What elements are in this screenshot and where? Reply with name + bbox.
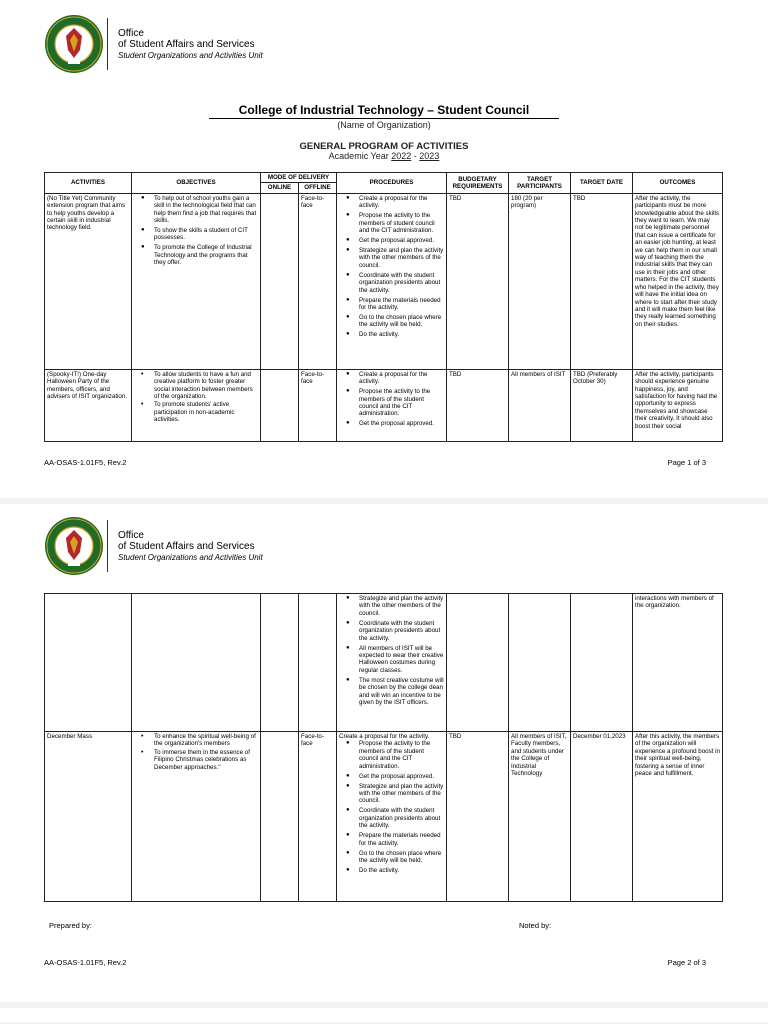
procedure-item: ● Strategize and plan the activity with the other members of the council. (359, 247, 444, 269)
target-date-cell: TBD (571, 193, 633, 369)
online-cell (261, 193, 299, 369)
outcomes-cell: After the activity, the participants must be more knowledgeable about the skills they want to learn. We may not be legitimate personnel that can issue a certificate for an easier job hunting, at least we can help them in our small way of teaching them the industrial skills that they can use in their jobs and other matters. For the CIT students who helped in the activity, they will have the initial idea on where to start after their study and it will make them feel like they really learned something on their studies. (633, 193, 723, 369)
procedure-item: ● Get the proposal approved. (359, 773, 444, 780)
form-code: AA-OSAS-1.01F5, Rev.2 (44, 958, 127, 967)
header-procedures: PROCEDURES (337, 173, 447, 194)
participants-cell: All members of ISIT, Faculty members, and students under the College of Industrial Technology (509, 732, 571, 902)
program-title: GENERAL PROGRAM OF ACTIVITIES (299, 141, 469, 152)
procedure-item: ● Get the proposal approved. (359, 237, 444, 244)
outcomes-cell: After the activity, participants should experience genuine happiness, joy, and satisfaction for having had the opportunity to express themselves and showcase their creativity. It should also boost their social (633, 369, 723, 441)
header-activities: ACTIVITIES (45, 173, 132, 194)
organization-underline (209, 118, 559, 119)
header-offline: OFFLINE (299, 183, 337, 193)
participants-cell: 180 (20 per program) (509, 193, 571, 369)
procedure-item: ● Strategize and plan the activity with the other members of the council. (359, 783, 444, 805)
objectives-cell (132, 594, 261, 732)
target-date-cell: TBD (Preferably October 30) (571, 369, 633, 441)
objective-item: ● To show the skills a student of CIT possesses. (154, 227, 258, 242)
activities-table (44, 172, 723, 442)
offline-cell: Face-to-face (299, 193, 337, 369)
header-mode-of-delivery: MODE OF DELIVERY (261, 173, 337, 183)
procedure-item: ● Go to the chosen place where the activity will be held. (359, 314, 444, 329)
header-participants: TARGET PARTICIPANTS (509, 173, 571, 194)
procedure-item: ● Propose the activity to the members of the student council and the CIT administration. (359, 388, 444, 418)
outcomes-cell: interactions with members of the organization. (633, 594, 723, 732)
procedure-item: ● Prepare the materials needed for the activity. (359, 832, 444, 847)
offline-cell: Face-to-face (299, 369, 337, 441)
academic-year (0, 151, 768, 161)
table-row (45, 369, 723, 441)
procedures-cell (337, 193, 447, 369)
budget-cell: TBD (447, 193, 509, 369)
procedure-item: ● Coordinate with the student organization presidents about the activity. (359, 620, 444, 642)
objective-item: ● To help out of school youths gain a skill in the technological field that can help them find a job that requires that skills. (154, 195, 258, 225)
prepared-by-label: Prepared by: (49, 921, 92, 930)
objective-item: • To promote students' active participation in non-academic activities. (154, 401, 258, 423)
online-cell (261, 732, 299, 902)
procedure-item: ● Propose the activity to the members of student council and the CIT administration. (359, 212, 444, 234)
ay-separator: - (413, 151, 417, 161)
office-block (118, 530, 263, 563)
objective-item: ● To promote the College of Industrial Technology and the programs that they offer. (154, 244, 258, 266)
university-seal-logo (44, 14, 104, 74)
target-date-cell (571, 594, 633, 732)
budget-cell (447, 594, 509, 732)
outcomes-cell: After this activity, the members of the organization will experience a profound boost in their spiritual well-being, fostering a sense of inner peace and fulfillment. (633, 732, 723, 902)
header-divider (107, 18, 108, 70)
procedure-item: ● Strategize and plan the activity with the other members of the council. (359, 595, 444, 617)
objectives-cell (132, 193, 261, 369)
target-date-cell: December 01,2023 (571, 732, 633, 902)
document-page-1 (0, 0, 768, 498)
offline-cell: Face-to-face (299, 732, 337, 902)
objective-item: • To enhance the spiritual well-being of the organization's members (154, 733, 258, 748)
budget-cell: TBD (447, 369, 509, 441)
activity-cell: (No Title Yet) Community extension program that aims to help youths develop a certain skill in industrial technology field. (45, 193, 132, 369)
activity-cell: December Mass (45, 732, 132, 902)
objective-item: • To allow students to have a fun and creative platform to foster greater social interaction between members of the organization. (154, 371, 258, 401)
offline-cell (299, 594, 337, 732)
header-online: ONLINE (261, 183, 299, 193)
procedure-item: ● Propose the activity to the members of the student council and the CIT administration. (359, 740, 444, 770)
objective-item: • To immerse them in the essence of Filipino Christmas celebrations as December approaches." (154, 749, 258, 771)
objectives-cell (132, 732, 261, 902)
page-number: Page 1 of 3 (667, 458, 706, 467)
noted-by-label: Noted by: (519, 921, 552, 930)
office-line2: of Student Affairs and Services (118, 39, 255, 50)
activities-table-continued (44, 593, 723, 902)
office-line1: Office (118, 28, 144, 39)
procedure-item: ● Create a proposal for the activity. (359, 371, 444, 386)
procedure-item: ● Go to the chosen place where the activity will be held. (359, 850, 444, 865)
university-seal-logo (44, 516, 104, 576)
participants-cell: All members of ISIT (509, 369, 571, 441)
header-outcomes: OUTCOMES (633, 173, 723, 194)
activity-cell (45, 594, 132, 732)
procedure-item: ● Coordinate with the student organization presidents about the activity. (359, 807, 444, 829)
online-cell (261, 594, 299, 732)
organization-name: College of Industrial Technology – Student Council (238, 103, 530, 117)
procedure-item: ● Get the proposal approved. (359, 420, 444, 427)
procedure-item: ● The most creative costume will be chosen by the college dean and will win an incentive to be given by the ISIT officers. (359, 677, 444, 707)
procedure-item: ● Do the activity. (359, 331, 444, 338)
participants-cell (509, 594, 571, 732)
ay-start: 2022 (391, 151, 412, 161)
table-row (45, 594, 723, 732)
online-cell (261, 369, 299, 441)
office-line2: of Student Affairs and Services (118, 541, 255, 552)
procedures-cell (337, 732, 447, 902)
unit-name: Student Organizations and Activities Unit (118, 51, 263, 60)
procedure-lead: Create a proposal for the activity. (339, 733, 430, 740)
office-block (118, 28, 263, 61)
unit-name: Student Organizations and Activities Unit (118, 553, 263, 562)
form-code: AA-OSAS-1.01F5, Rev.2 (44, 458, 127, 467)
document-page-2 (0, 504, 768, 1002)
budget-cell: TBD (447, 732, 509, 902)
page-number: Page 2 of 3 (667, 958, 706, 967)
ay-end: 2023 (419, 151, 440, 161)
header-divider (107, 520, 108, 572)
procedures-cell (337, 369, 447, 441)
header-objectives: OBJECTIVES (132, 173, 261, 194)
header-budget: BUDGETARY REQUIREMENTS (447, 173, 509, 194)
table-row (45, 193, 723, 369)
header-target-date: TARGET DATE (571, 173, 633, 194)
procedure-item: ● Do the activity. (359, 867, 444, 874)
academic-year-label: Academic Year (328, 151, 389, 161)
activity-cell: (Spooky-IT!) One-day Halloween Party of the members, officers, and advisers of ISIT organization. (45, 369, 132, 441)
document-page-3 (0, 1008, 768, 1022)
procedure-item: ● Coordinate with the student organization presidents about the activity. (359, 272, 444, 294)
procedure-item: ● Prepare the materials needed for the activity. (359, 297, 444, 312)
objectives-cell (132, 369, 261, 441)
office-line1: Office (118, 530, 144, 541)
procedure-item: ● Create a proposal for the activity. (359, 195, 444, 210)
organization-caption: (Name of Organization) (337, 120, 431, 130)
procedures-cell (337, 594, 447, 732)
table-row (45, 732, 723, 902)
procedure-item: ● All members of ISIT will be expected to wear their creative Halloween costumes during regular classes. (359, 645, 444, 675)
